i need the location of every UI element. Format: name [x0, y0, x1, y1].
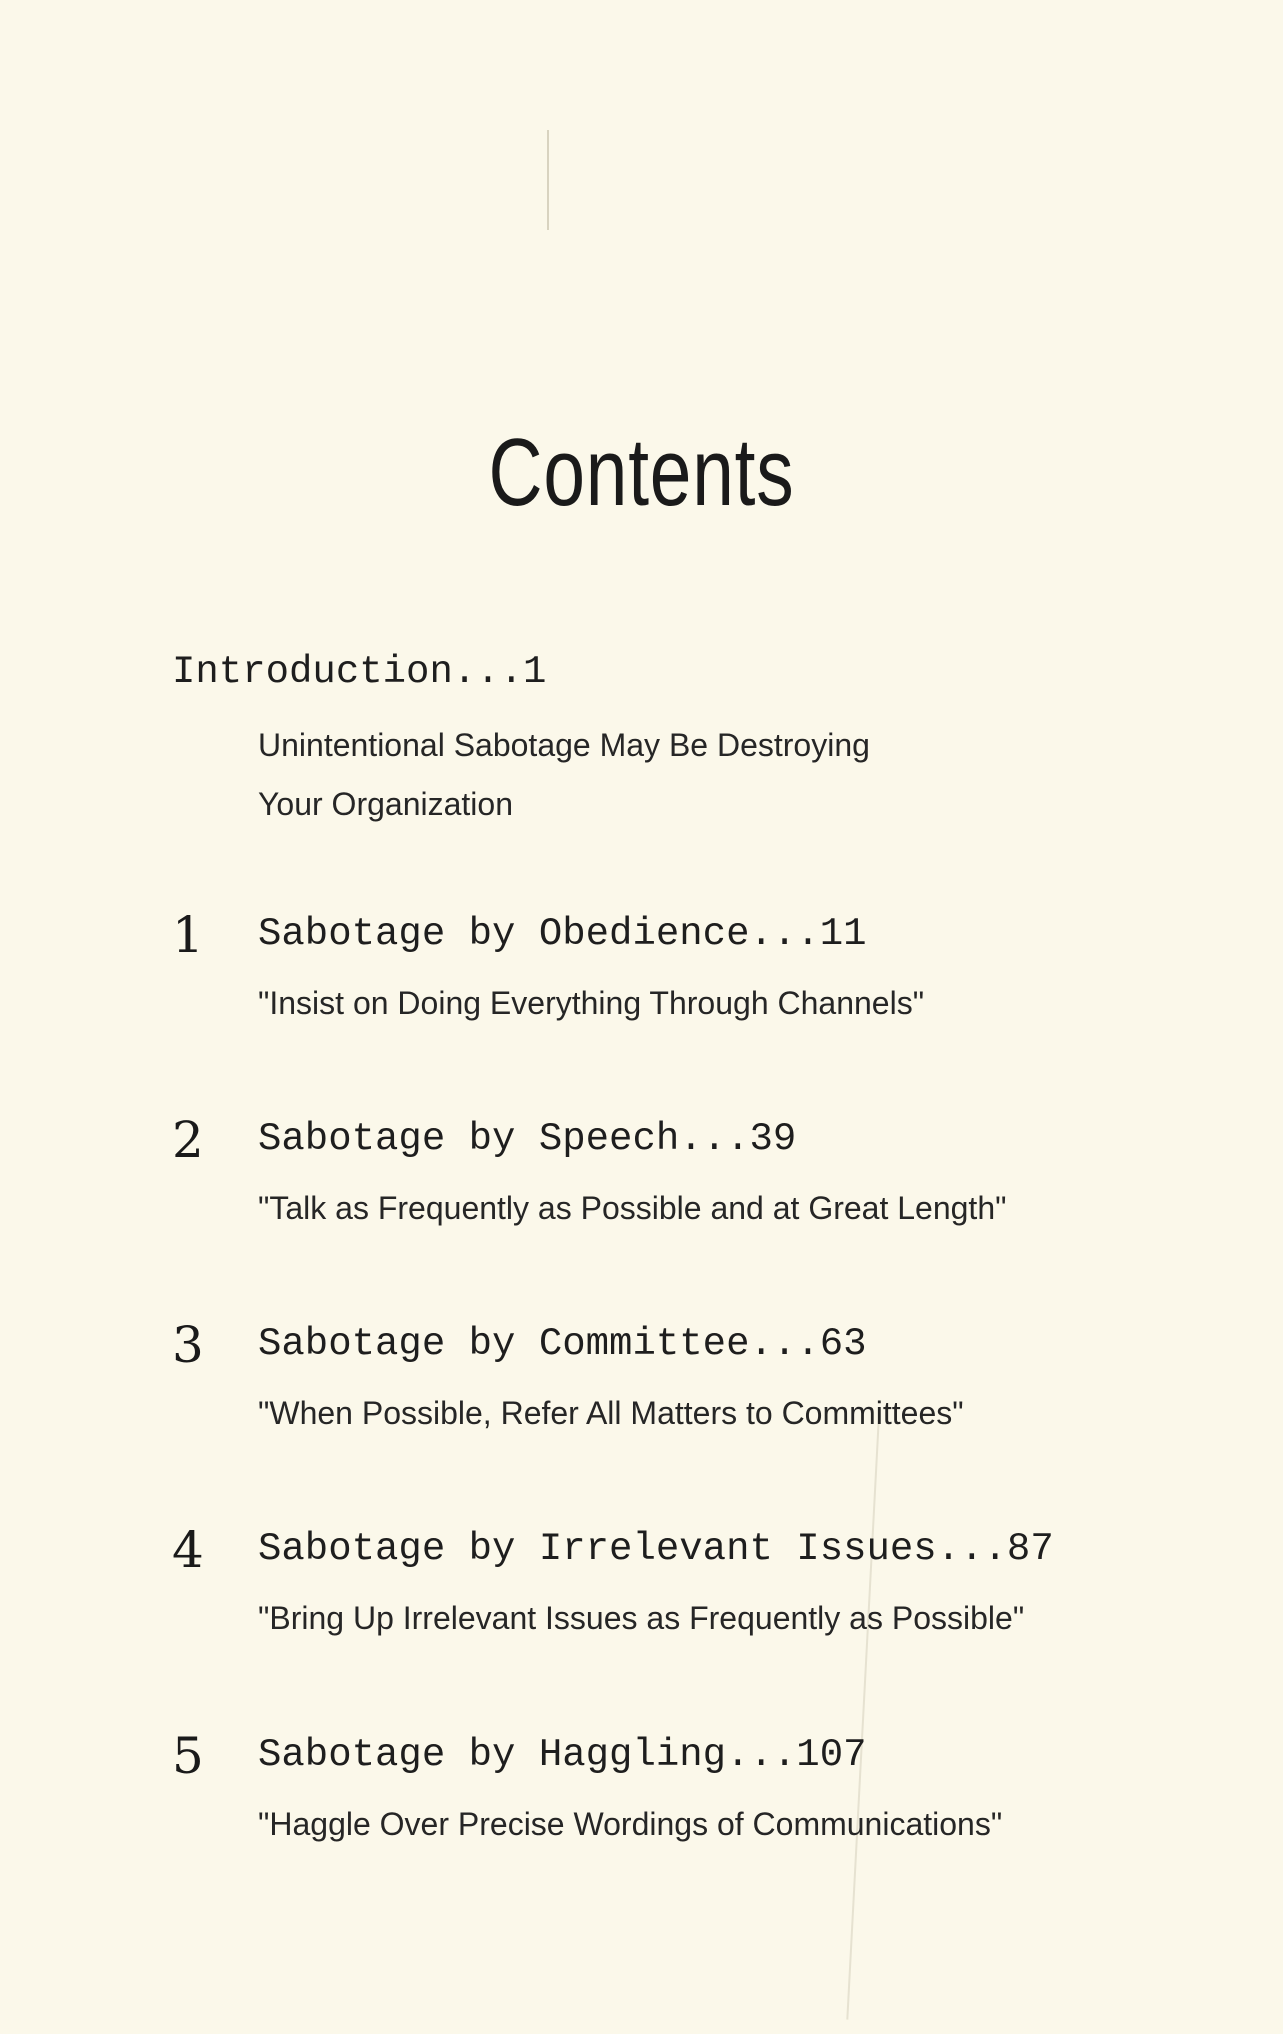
chapter-subtitle: "Haggle Over Precise Wordings of Communications"	[258, 1806, 1003, 1842]
chapter-subtitle: "Talk as Frequently as Possible and at Great Length"	[258, 1190, 1007, 1226]
chapter-heading: Sabotage by Committee...63	[258, 1322, 867, 1366]
chapter-heading: Sabotage by Speech...39	[258, 1117, 797, 1161]
chapter-subtitle: "Insist on Doing Everything Through Channels"	[258, 985, 925, 1021]
chapter-heading: Sabotage by Obedience...11	[258, 912, 867, 956]
chapter-subtitle: "When Possible, Refer All Matters to Committees"	[258, 1395, 964, 1431]
page-crease-bottom	[846, 1420, 879, 2019]
introduction-subtitle-line-1: Unintentional Sabotage May Be Destroying	[258, 727, 870, 763]
chapter-number: 2	[172, 1111, 204, 1169]
chapter-number: 5	[172, 1727, 204, 1785]
chapter-heading: Sabotage by Irrelevant Issues...87	[258, 1527, 1054, 1571]
chapter-number: 4	[172, 1521, 204, 1579]
chapter-number: 3	[172, 1316, 204, 1374]
introduction-subtitle-line-2: Your Organization	[258, 786, 513, 822]
introduction-heading: Introduction...1	[172, 650, 547, 694]
page-crease-top	[547, 130, 549, 230]
toc-introduction[interactable]	[172, 650, 870, 822]
chapter-heading: Sabotage by Haggling...107	[258, 1733, 867, 1777]
page-title: Contents	[488, 419, 795, 526]
chapter-number: 1	[172, 906, 204, 964]
chapter-subtitle: "Bring Up Irrelevant Issues as Frequently as Possible"	[258, 1600, 1025, 1636]
